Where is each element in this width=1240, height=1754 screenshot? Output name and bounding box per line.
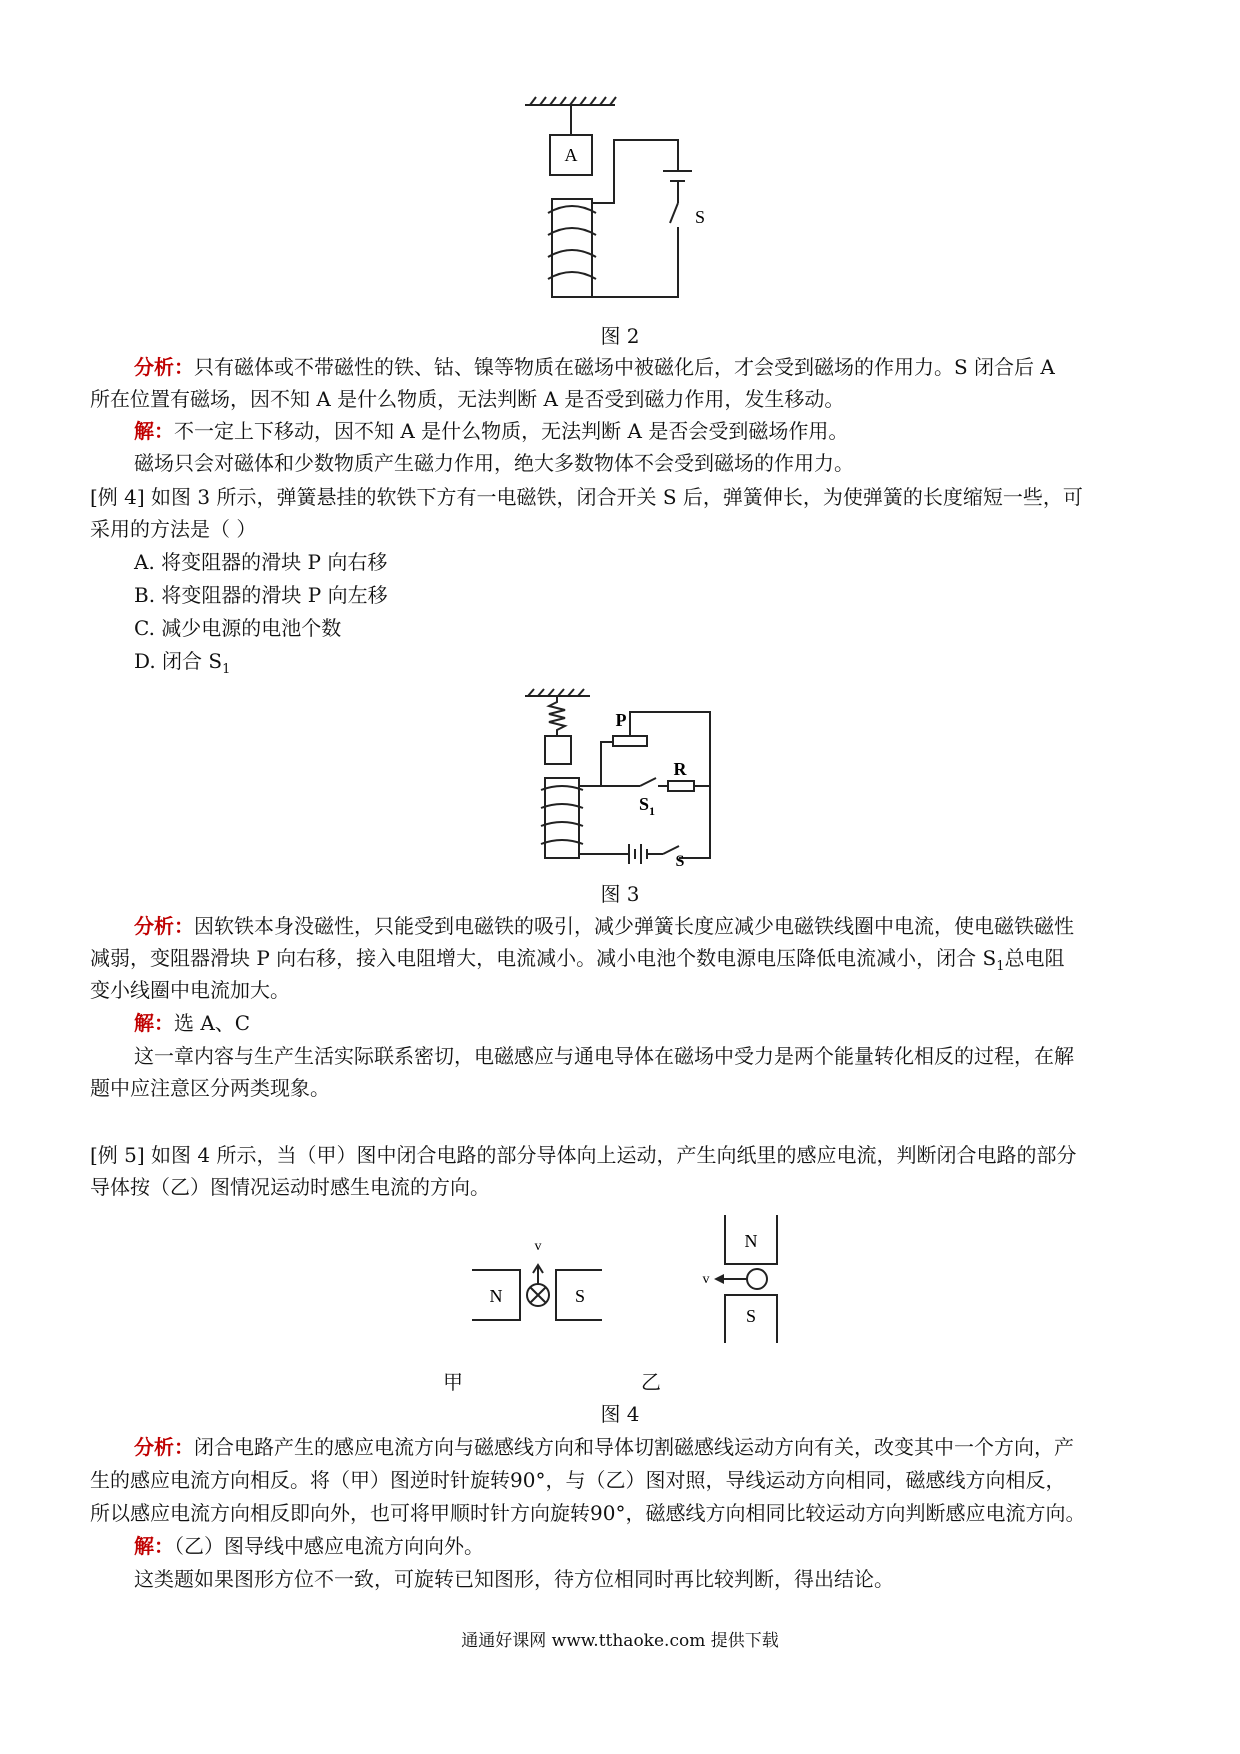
analysis-text: 因软铁本身没磁性，只能受到电磁铁的吸引，减少弹簧长度应减少电磁铁线圈中电流，使电磁铁磁性 [194,914,1074,938]
note-3-line: 这类题如果图形方位不一致，可旋转已知图形，待方位相同时再比较判断，得出结论。 [134,1567,894,1591]
analysis-3-line-1 [134,1432,1074,1462]
solution-label: 解： [134,1011,174,1035]
example-4-question-line-1: [例 4] 如图 3 所示，弹簧悬挂的软铁下方有一电磁铁，闭合开关 S 后，弹簧伸长，为使弹簧的长度缩短一些，可 [90,485,1083,509]
fig4-n-left: N [489,1286,503,1306]
figure-4-diagram [470,1215,800,1390]
page-footer: 通通好课网 www.tthaoke.com 提供下载 [461,1631,779,1651]
solution-text: 不一定上下移动，因不知 A 是什么物质，无法判断 A 是否会受到磁场作用。 [174,419,849,443]
fig4-n-top: N [744,1231,758,1251]
figure-4-caption: 图 4 [600,1402,640,1426]
analysis-text: 总电阻 [1004,946,1065,970]
analysis-text: 减弱，变阻器滑块 P 向右移，接入电阻增大，电流减小。减小电池个数电源电压降低电流减小，闭合 S [90,946,997,970]
fig2-block-label: A [564,145,578,165]
option-d-text: D. 闭合 S [134,649,223,673]
solution-2-line [134,1008,250,1038]
figure-4-label-yi: 乙 [641,1370,661,1394]
solution-3-line [134,1531,484,1561]
figure-3-caption: 图 3 [600,882,640,906]
analysis-3-line-2: 生的感应电流方向相反。将（甲）图逆时针旋转90°，与（乙）图对照，导线运动方向相同，磁感线方向相反， [90,1468,1066,1492]
fig3-label-s: S [675,853,685,868]
analysis-1-line-2: 所在位置有磁场，因不知 A 是什么物质，无法判断 A 是否受到磁力作用，发生移动。 [90,387,845,411]
solution-label: 解： [134,419,174,443]
note-2-line-1: 这一章内容与生产生活实际联系密切，电磁感应与通电导体在磁场中受力是两个能量转化相反的过程，在解 [134,1044,1074,1068]
fig4-v-right: v [702,1272,710,1287]
solution-text: （乙）图导线中感应电流方向向外。 [174,1534,484,1558]
fig4-v-left: v [534,1239,542,1254]
analysis-text: 闭合电路产生的感应电流方向与磁感线方向和导体切割磁感线运动方向有关，改变其中一个方向，产 [194,1435,1074,1459]
analysis-2-line-1 [134,911,1074,941]
fig3-label-r: R [673,759,687,779]
figure-2-caption: 图 2 [600,324,640,348]
example-5-question-line-2: 导体按（乙）图情况运动时感生电流的方向。 [90,1175,490,1199]
analysis-3-line-3: 所以感应电流方向相反即向外，也可将甲顺时针方向旋转90°，磁感线方向相同比较运动方向判断感应电流方向。 [90,1501,1086,1525]
note-2-line-2: 题中应注意区分两类现象。 [90,1076,330,1100]
analysis-label: 分析： [134,1435,194,1459]
option-c: C. 减少电源的电池个数 [134,616,342,640]
fig3-label-p: P [615,710,627,730]
option-a: A. 将变阻器的滑块 P 向右移 [134,550,388,574]
solution-text: 选 A、C [174,1011,251,1035]
analysis-2-line-3: 变小线圈中电流加大。 [90,978,290,1002]
option-d-subscript: 1 [222,662,231,677]
analysis-1-line-1 [134,352,1055,382]
figure-4-label-jia: 甲 [443,1370,463,1394]
figure-2-circuit [520,95,720,310]
figure-3-circuit [525,688,720,868]
example-4-question-line-2: 采用的方法是（ ） [90,517,257,541]
solution-1-line [134,416,848,446]
note-1-line: 磁场只会对磁体和少数物质产生磁力作用，绝大多数物体不会受到磁场的作用力。 [134,451,854,475]
analysis-text: 只有磁体或不带磁性的铁、钴、镍等物质在磁场中被磁化后，才会受到磁场的作用力。S 闭合后 A [194,355,1055,379]
fig4-s-bottom: S [745,1306,757,1326]
analysis-label: 分析： [134,355,194,379]
fig3-label-s1: $S_1$ [638,794,656,818]
analysis-subscript: 1 [996,959,1005,974]
fig2-switch-label: S [694,207,706,227]
solution-label: 解： [134,1534,174,1558]
example-5-question-line-1: [例 5] 如图 4 所示，当（甲）图中闭合电路的部分导体向上运动，产生向纸里的感应电流，判断闭合电路的部分 [90,1143,1077,1167]
option-d [134,646,230,685]
fig4-s-right: S [574,1286,586,1306]
option-b: B. 将变阻器的滑块 P 向左移 [134,583,388,607]
analysis-label: 分析： [134,914,194,938]
fig4-velocity-arrow [714,1274,724,1284]
